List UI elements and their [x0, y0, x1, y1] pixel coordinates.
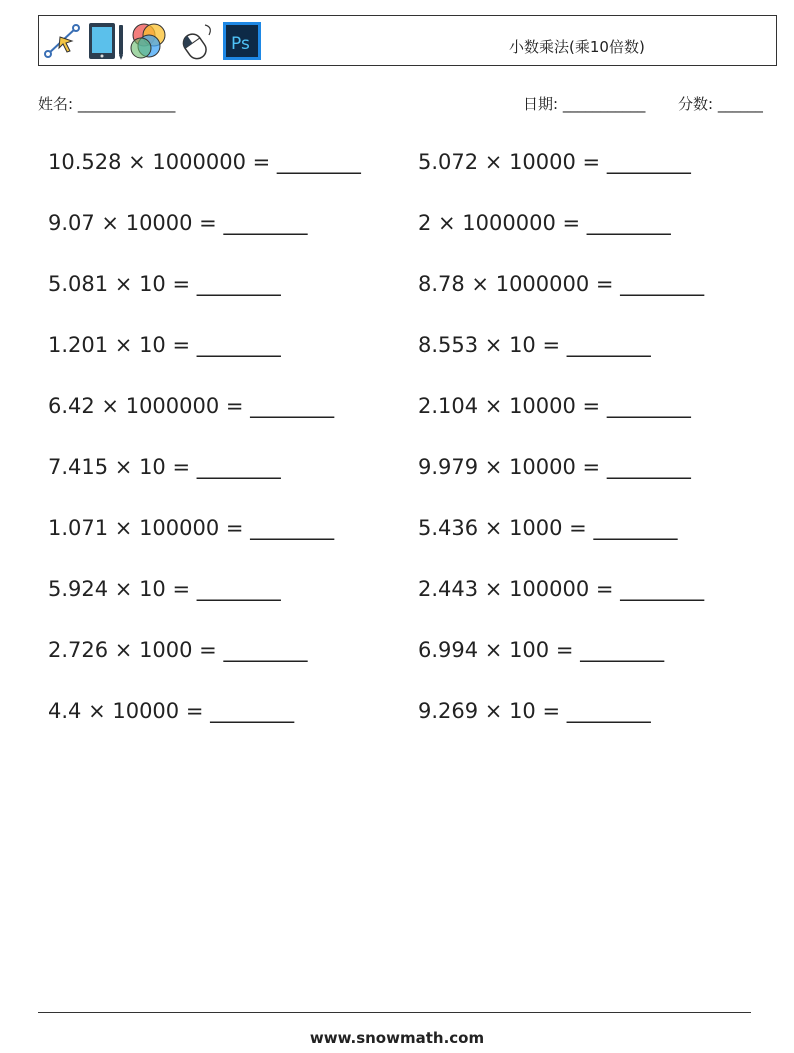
- problem-5-right: 2.104 × 10000 = ________: [418, 394, 691, 418]
- name-blank: _____________: [77, 95, 176, 113]
- svg-text:Ps: Ps: [231, 34, 250, 54]
- problem-3-right: 8.78 × 1000000 = ________: [418, 272, 705, 296]
- problem-6-left: 7.415 × 10 = ________: [48, 455, 281, 479]
- name-label: 姓名:: [38, 95, 74, 113]
- page-title: 小数乘法(乘10倍数): [509, 38, 645, 56]
- problem-3-left: 5.081 × 10 = ________: [48, 272, 281, 296]
- problem-9-left: 2.726 × 1000 = ________: [48, 638, 308, 662]
- date-field: [523, 93, 645, 114]
- date-label: 日期:: [523, 95, 559, 113]
- tablet-pen-icon: [86, 21, 126, 61]
- problem-10-left: 4.4 × 10000 = ________: [48, 699, 295, 723]
- score-blank: ______: [717, 95, 763, 113]
- problem-8-right: 2.443 × 100000 = ________: [418, 577, 705, 601]
- problem-4-left: 1.201 × 10 = ________: [48, 333, 281, 357]
- problem-4-right: 8.553 × 10 = ________: [418, 333, 651, 357]
- problem-2-right: 2 × 1000000 = ________: [418, 211, 671, 235]
- problem-6-right: 9.979 × 10000 = ________: [418, 455, 691, 479]
- problem-5-left: 6.42 × 1000000 = ________: [48, 394, 335, 418]
- score-field: [678, 93, 763, 114]
- mouse-icon: [177, 21, 217, 61]
- worksheet-header: [38, 15, 777, 66]
- photoshop-icon: [222, 21, 262, 61]
- footer-url[interactable]: www.snowmath.com: [309, 1029, 485, 1047]
- problem-7-right: 5.436 × 1000 = ________: [418, 516, 678, 540]
- score-label: 分数:: [678, 95, 714, 113]
- problem-7-left: 1.071 × 100000 = ________: [48, 516, 335, 540]
- color-wheel-icon: [129, 21, 169, 61]
- name-field: [38, 93, 175, 114]
- problem-2-left: 9.07 × 10000 = ________: [48, 211, 308, 235]
- vector-tool-icon: [42, 21, 82, 61]
- date-blank: ___________: [562, 95, 646, 113]
- problem-9-right: 6.994 × 100 = ________: [418, 638, 665, 662]
- problem-1-right: 5.072 × 10000 = ________: [418, 150, 691, 174]
- problem-1-left: 10.528 × 1000000 = ________: [48, 150, 361, 174]
- problem-8-left: 5.924 × 10 = ________: [48, 577, 281, 601]
- problem-10-right: 9.269 × 10 = ________: [418, 699, 651, 723]
- footer-divider: [38, 1012, 751, 1013]
